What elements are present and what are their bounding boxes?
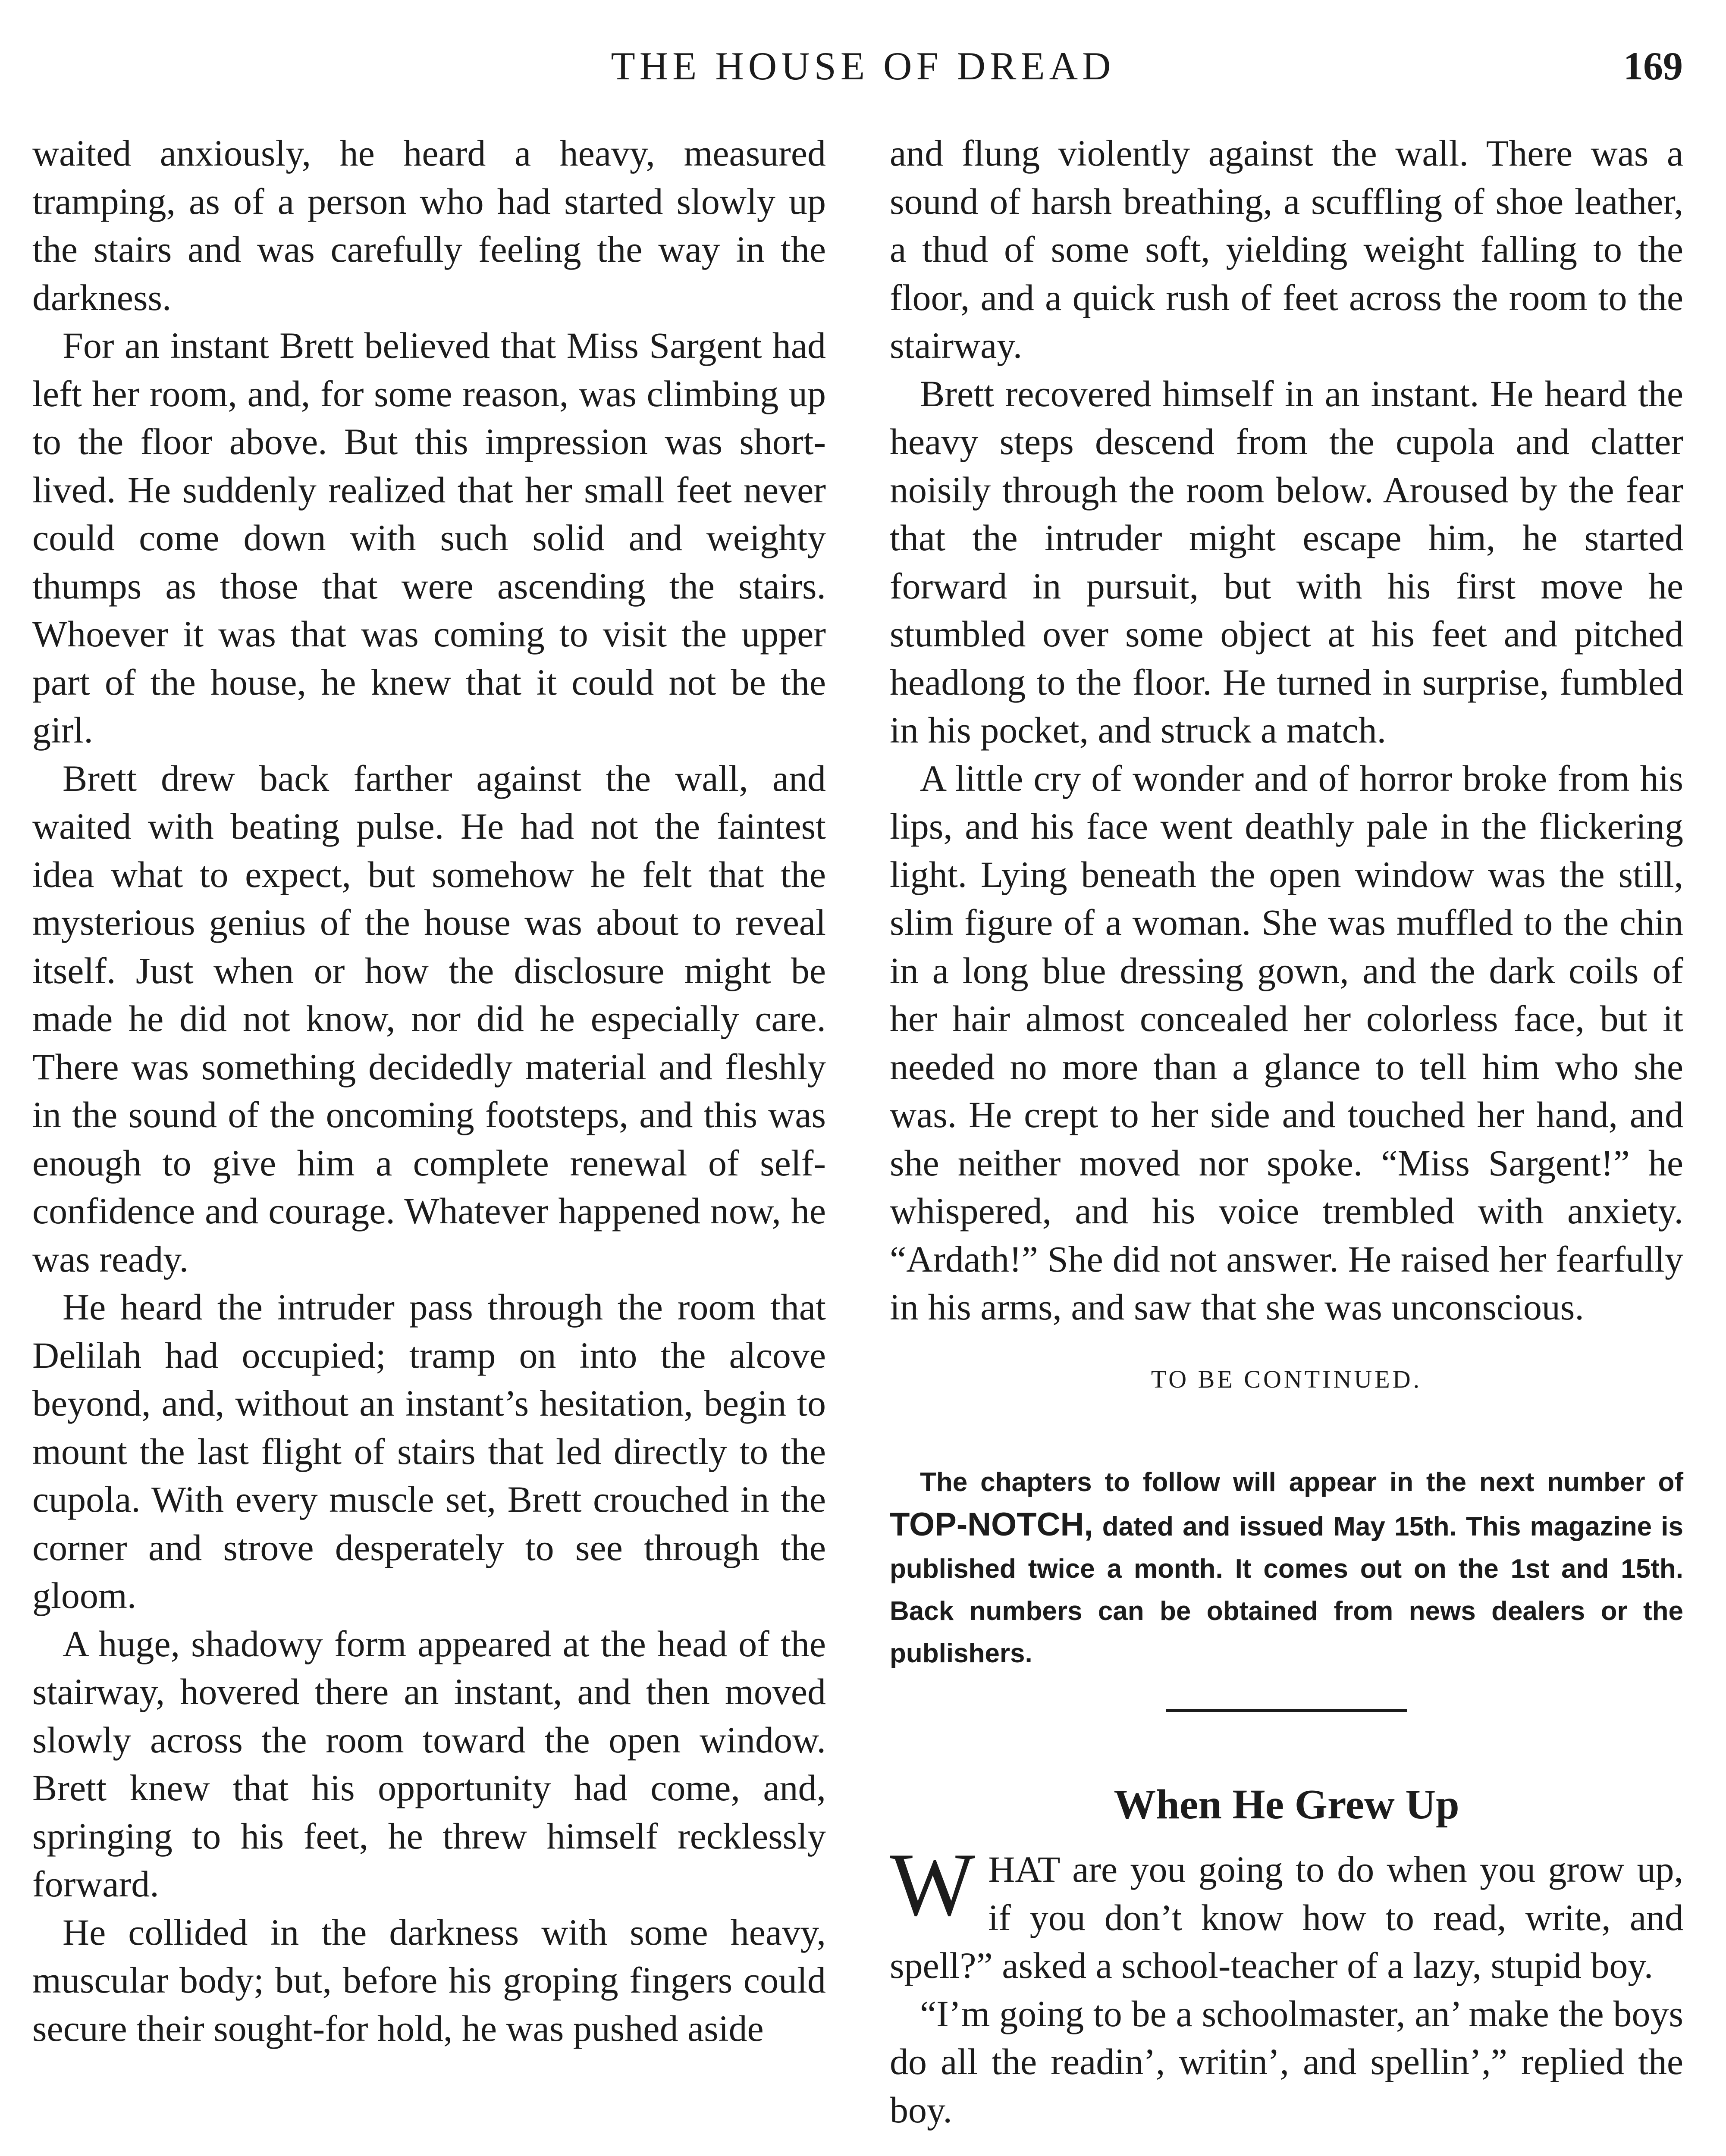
drop-cap: W: [890, 1835, 976, 1935]
story-paragraph-text: HAT are you going to do when you grow up, if you don’t know how to read, write, and spell?” asked a school-teacher of a lazy, stupid boy.: [890, 1849, 1683, 1986]
paragraph: Brett drew back farther against the wall, and waited with beating pulse. He had not the faintest idea what to expect, but somehow he felt that the mysterious genius of the house was about to reveal itself. Just when or how the disclosure might be made he did not know, nor did he especially care. There was something decidedly material and fleshly in the sound of the oncoming footsteps, and this was enough to give him a complete renewal of self-confidence and courage. Whatever happened now, he was ready.: [32, 757, 826, 1280]
right-column: [890, 129, 1683, 2134]
serial-notice: [890, 1461, 1683, 1675]
paragraph: He heard the intruder pass through the room that Delilah had occupied; tramp on into the alcove beyond, and, without an instant’s hesitation, begin to mount the last flight of stairs that led directly to the cupola. With every muscle set, Brett crouched in the corner and strove desperately to see through the gloom.: [32, 1286, 826, 1616]
to-be-continued-label: TO BE CONTINUED.: [1151, 1365, 1422, 1393]
section-title: When He Grew Up: [1114, 1781, 1459, 1828]
paragraph: A huge, shadowy form appeared at the head of the stairway, hovered there an instant, and then moved slowly across the room toward the open window. Brett knew that his opportunity had come, and, springing to his feet, he threw himself recklessly forward.: [32, 1623, 826, 1905]
left-column: [32, 129, 826, 2053]
running-title: THE HOUSE OF DREAD: [611, 44, 1115, 88]
section-divider: [1166, 1709, 1407, 1712]
paragraph: Brett recovered himself in an instant. He heard the heavy steps descend from the cupola and clatter noisily through the room below. Aroused by the fear that the intruder might escape him, he started forward in pursuit, but with his first move he stumbled over some object at his feet and pitched headlong to the floor. He turned in surprise, fumbled in his pocket, and struck a match.: [890, 373, 1683, 751]
paragraph: waited anxiously, he heard a heavy, measured tramping, as of a person who had started slowly up the stairs and was carefully feeling the way in the darkness.: [32, 132, 826, 318]
notice-text-part1: The chapters to follow will appear in the next number of: [920, 1467, 1683, 1497]
story-paragraph: “I’m going to be a schoolmaster, an’ make the boys do all the readin’, writin’, and spellin’,” replied the boy.: [890, 1993, 1683, 2131]
magazine-name: TOP-NOTCH,: [890, 1506, 1093, 1543]
story-paragraph: [890, 1835, 1683, 1990]
paragraph: and flung violently against the wall. There was a sound of harsh breathing, a scuffling of shoe leather, a thud of some soft, yielding weight falling to the floor, and a quick rush of feet across the room to the stairway.: [890, 132, 1683, 366]
paragraph: A little cry of wonder and of horror broke from his lips, and his face went deathly pale in the flickering light. Lying beneath the open window was the still, slim figure of a woman. She was muffled to the chin in a long blue dressing gown, and the dark coils of her hair almost concealed her colorless face, but it needed no more than a glance to tell him who she was. He crept to her side and touched her hand, and she neither moved nor spoke. “Miss Sargent!” he whispered, and his voice trembled with anxiety. “Ardath!” She did not answer. He raised her fearfully in his arms, and saw that she was unconscious.: [890, 757, 1683, 1328]
page-number: 169: [1623, 44, 1683, 88]
paragraph: He collided in the darkness with some heavy, muscular body; but, before his groping fingers could secure their sought-for hold, he was pushed aside: [32, 1911, 826, 2049]
notice-text-part2: dated and issued May 15th. This magazine is published twice a month. It comes out on the 1st and 15th. Back numbers can be obtained from news dealers or the publishers.: [890, 1512, 1683, 1668]
paragraph: For an instant Brett believed that Miss Sargent had left her room, and, for some reason, was climbing up to the floor above. But this impression was short-lived. He suddenly realized that her small feet never could come down with such solid and weighty thumps as those that were ascending the stairs. Whoever it was that was coming to visit the upper part of the house, he knew that it could not be the girl.: [32, 325, 826, 751]
page-header: [0, 43, 1726, 99]
